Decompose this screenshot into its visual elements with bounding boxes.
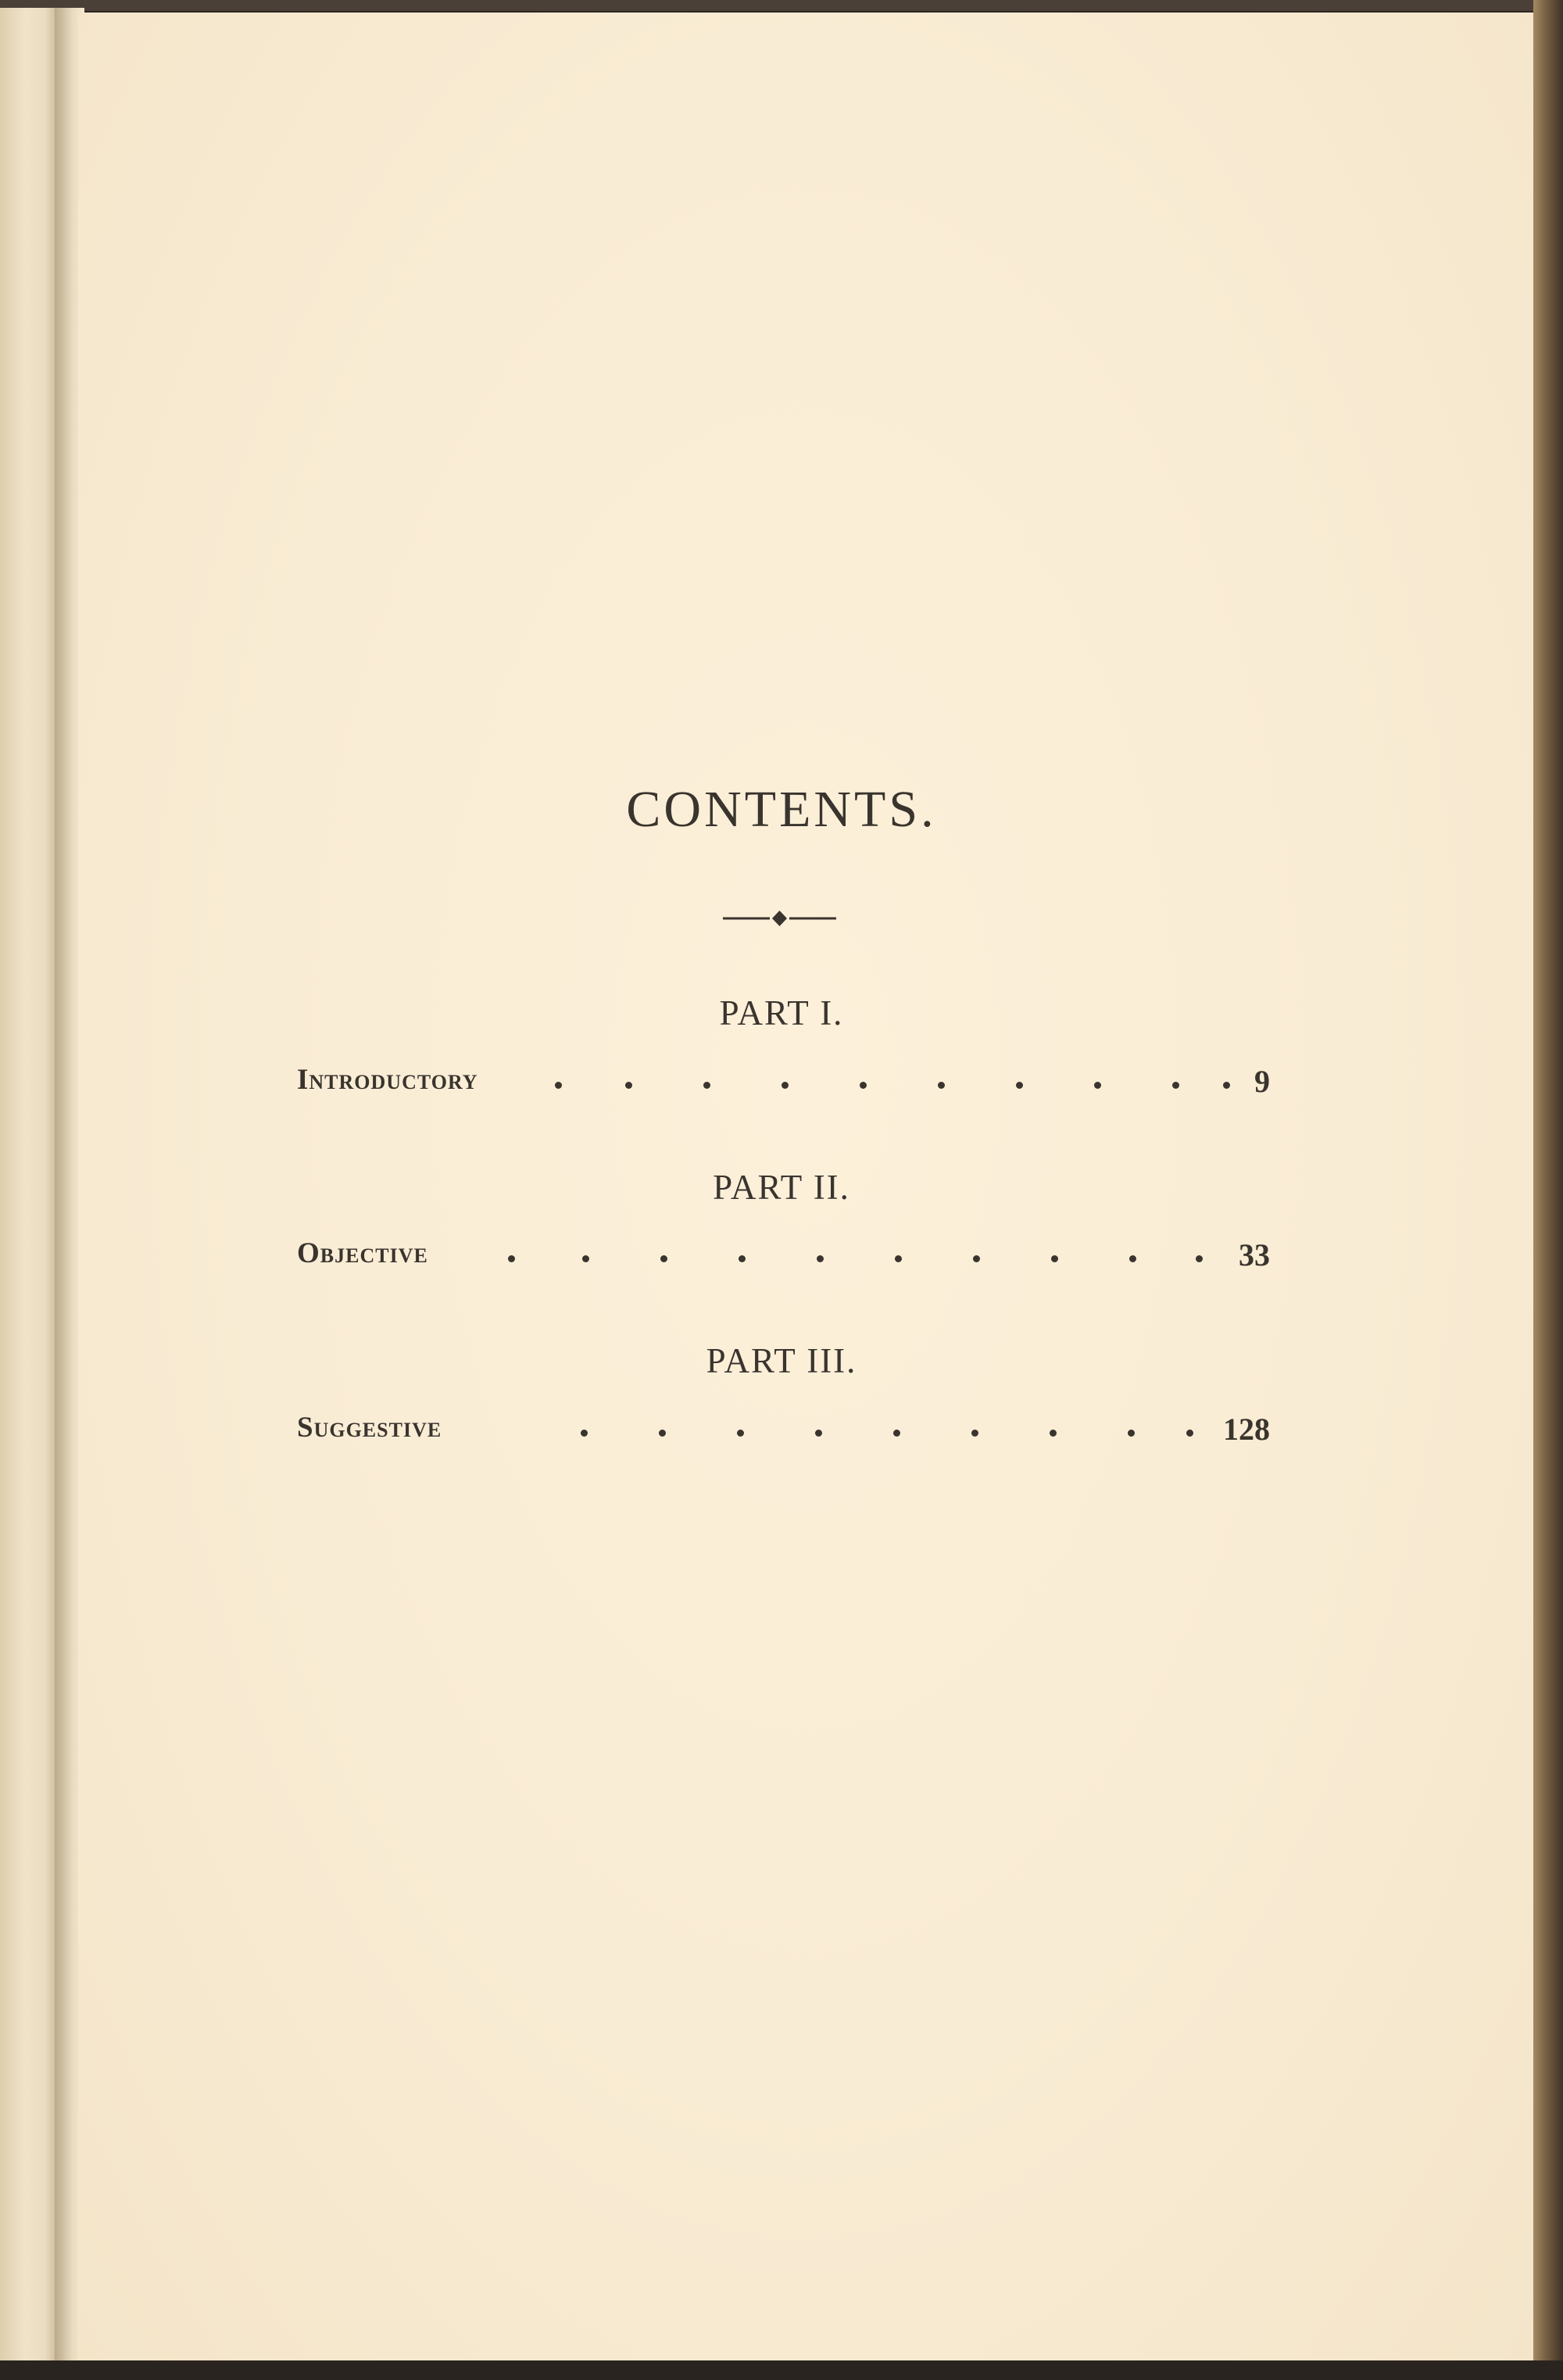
page-number: 33	[1239, 1237, 1270, 1272]
dot-leaders	[508, 1240, 1204, 1271]
page-number: 128	[1223, 1412, 1270, 1447]
part-heading-1: PART I.	[719, 993, 844, 1033]
page-number: 9	[1254, 1064, 1270, 1099]
book-top-edge	[0, 0, 1563, 11]
part-heading-2: PART II.	[713, 1168, 850, 1207]
dot-leaders	[555, 1066, 1227, 1097]
toc-entry-introductory[interactable]	[297, 1063, 1270, 1110]
dot-leaders	[581, 1414, 1194, 1445]
book-bottom-edge	[0, 2360, 1563, 2380]
entry-title: Objective	[297, 1237, 428, 1269]
part-heading-3: PART III.	[706, 1341, 857, 1380]
toc-entry-objective[interactable]	[297, 1237, 1270, 1283]
entry-title: Suggestive	[297, 1412, 442, 1444]
ornament-rule-icon	[723, 907, 836, 930]
page-title: CONTENTS.	[626, 781, 937, 838]
toc-entry-suggestive[interactable]	[297, 1411, 1270, 1458]
entry-title: Introductory	[297, 1064, 478, 1096]
